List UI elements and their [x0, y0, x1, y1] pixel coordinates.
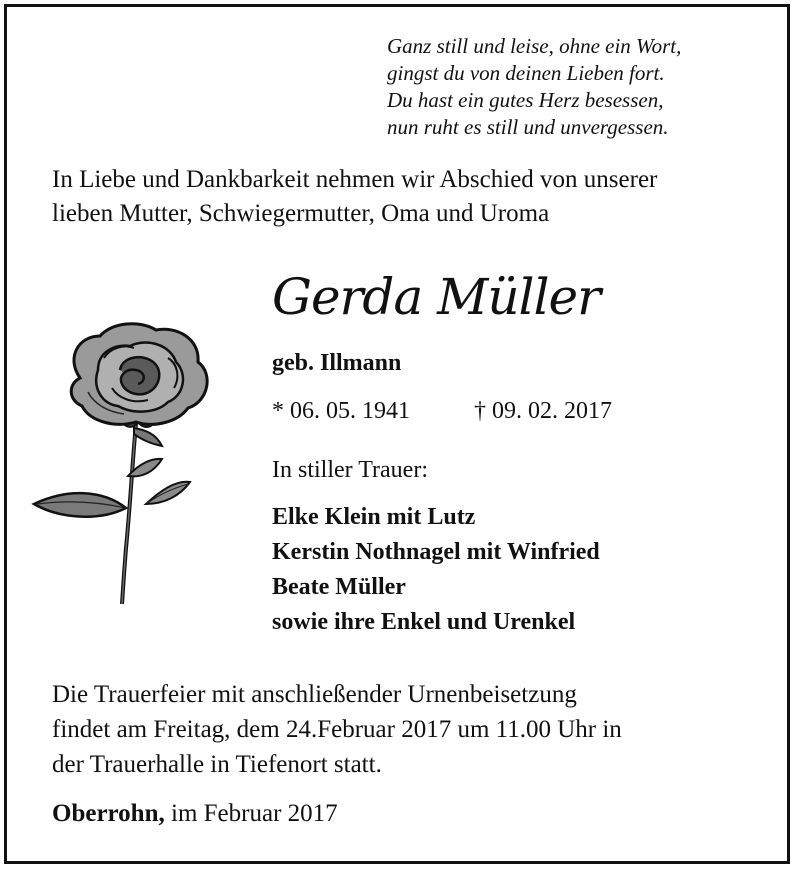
intro-text — [52, 163, 752, 231]
poem-line: Du hast ein gutes Herz besessen, — [387, 88, 664, 112]
family-member: sowie ihre Enkel und Urenkel — [272, 609, 576, 635]
death-date: † 09. 02. 2017 — [474, 398, 612, 424]
ceremony-line: findet am Freitag, dem 24.Februar 2017 um 11.00 Uhr in — [52, 716, 622, 743]
family-member: Beate Müller — [272, 574, 406, 600]
ceremony-text — [52, 677, 752, 782]
rose-icon — [28, 318, 228, 608]
birth-date: * 06. 05. 1941 — [272, 398, 410, 424]
birth-name: geb. Illmann — [272, 350, 402, 376]
intro-line: In Liebe und Dankbarkeit nehmen wir Abschied von unserer — [52, 166, 658, 193]
poem — [387, 33, 767, 141]
place-date — [52, 800, 338, 828]
life-dates — [272, 398, 612, 425]
place-month: im Februar 2017 — [164, 800, 338, 827]
deceased-name: Gerda Müller — [272, 268, 601, 326]
family-member: Kerstin Nothnagel mit Winfried — [272, 539, 600, 565]
ceremony-line: Die Trauerfeier mit anschließender Urnenbeisetzung — [52, 681, 577, 708]
poem-line: gingst du von deinen Lieben fort. — [387, 61, 665, 85]
family-member: Elke Klein mit Lutz — [272, 504, 476, 530]
ceremony-line: der Trauerhalle in Tiefenort statt. — [52, 751, 382, 778]
poem-line: nun ruht es still und unvergessen. — [387, 115, 669, 139]
intro-line: lieben Mutter, Schwiegermutter, Oma und Uroma — [52, 200, 550, 227]
place-town: Oberrohn, — [52, 800, 165, 827]
poem-line: Ganz still und leise, ohne ein Wort, — [387, 34, 682, 58]
mourning-label: In stiller Trauer: — [272, 457, 428, 483]
family-list — [272, 500, 600, 640]
